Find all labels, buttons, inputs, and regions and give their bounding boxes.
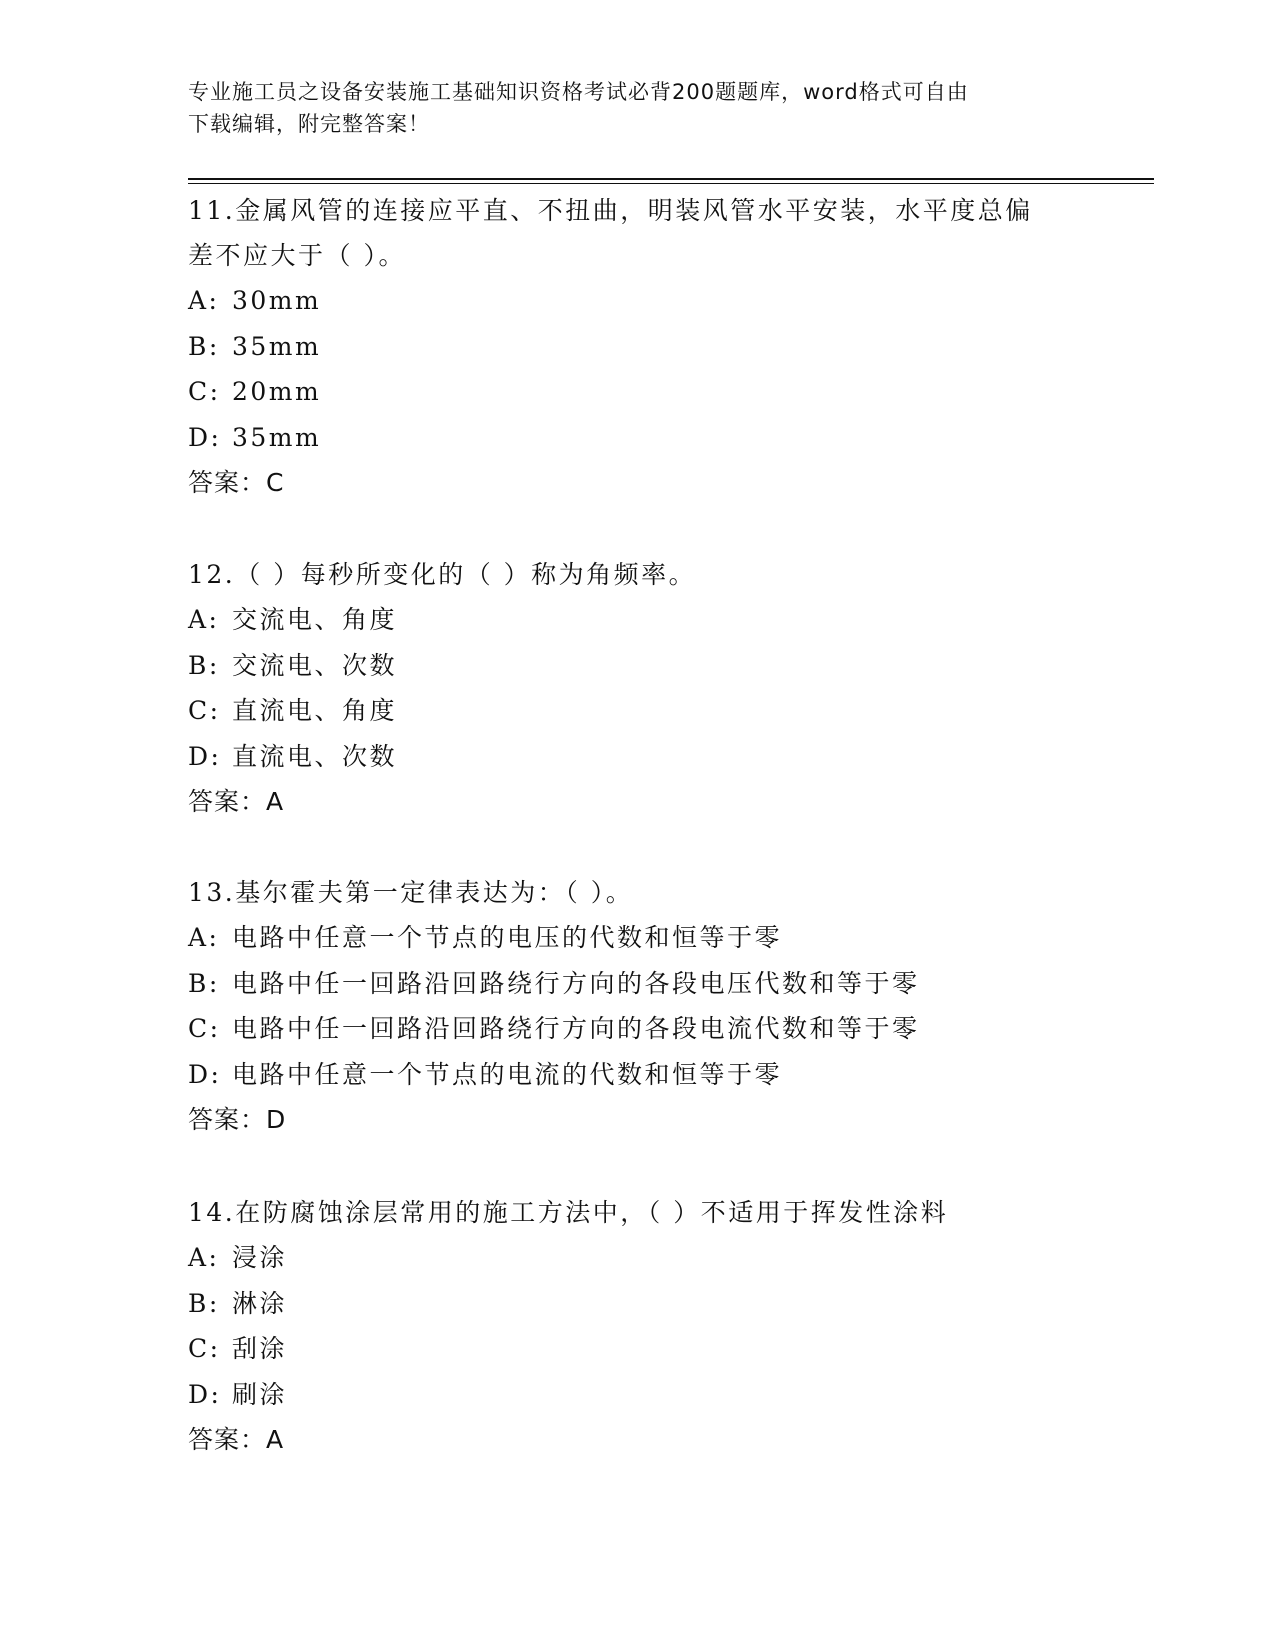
option-text: 刮涂 (232, 1334, 288, 1363)
option-c (188, 1326, 1108, 1372)
question-13 (188, 870, 1108, 1142)
option-text: 35mm (232, 422, 322, 452)
question-title-line-2: 差不应大于（ ）。 (188, 241, 406, 270)
header-line-2: 下载编辑，附完整答案！ (188, 112, 430, 136)
option-key: C: (188, 1014, 221, 1043)
option-b (188, 324, 1108, 370)
option-text: 电路中任一回路沿回路绕行方向的各段电压代数和等于零 (232, 968, 920, 998)
option-text: 电路中任意一个节点的电压的代数和恒等于零 (232, 923, 783, 952)
option-c (188, 688, 1108, 734)
option-b (188, 1281, 1108, 1327)
option-key: D: (188, 1059, 222, 1089)
option-key: D: (188, 422, 222, 452)
question-title-line-1: 12.（ ）每秒所变化的（ ）称为角频率。 (188, 560, 697, 589)
question-14 (188, 1190, 1108, 1462)
option-b (188, 961, 1108, 1007)
option-key: D: (188, 1379, 222, 1409)
option-a (188, 915, 1108, 961)
document-header (188, 76, 1088, 140)
option-a (188, 278, 1108, 324)
option-b (188, 643, 1108, 689)
question-title-line-1: 11.金属风管的连接应平直、不扭曲，明装风管水平安装，水平度总偏 (188, 196, 1033, 225)
option-key: A: (188, 286, 220, 315)
question-title-line-1: 13.基尔霍夫第一定律表达为：（ ）。 (188, 878, 634, 907)
option-text: 刷涂 (232, 1379, 288, 1409)
option-d (188, 1372, 1108, 1418)
option-text: 浸涂 (232, 1243, 288, 1272)
option-key: A: (188, 923, 220, 952)
answer: 答案：D (188, 1105, 287, 1134)
option-key: A: (188, 1243, 220, 1272)
option-text: 直流电、次数 (232, 741, 398, 771)
header-divider-thin (188, 183, 1154, 184)
option-text: 交流电、次数 (232, 650, 398, 680)
option-text: 35mm (232, 331, 322, 361)
header-line-1: 专业施工员之设备安装施工基础知识资格考试必背200题题库，word格式可自由 (188, 80, 969, 104)
option-text: 直流电、角度 (232, 696, 398, 725)
answer: 答案：A (188, 787, 285, 816)
option-text: 30mm (232, 286, 322, 315)
answer: 答案：C (188, 468, 285, 497)
option-text: 电路中任意一个节点的电流的代数和恒等于零 (232, 1059, 783, 1089)
option-key: B: (188, 968, 220, 998)
option-a (188, 597, 1108, 643)
option-d (188, 1052, 1108, 1098)
option-key: C: (188, 377, 221, 406)
option-d (188, 415, 1108, 461)
option-text: 交流电、角度 (232, 605, 398, 634)
question-11 (188, 188, 1108, 505)
question-title-line-1: 14.在防腐蚀涂层常用的施工方法中，（ ）不适用于挥发性涂料 (188, 1198, 949, 1227)
option-key: B: (188, 650, 220, 680)
option-key: A: (188, 605, 220, 634)
answer: 答案：A (188, 1425, 285, 1454)
option-key: B: (188, 331, 220, 361)
option-key: D: (188, 741, 222, 771)
option-text: 电路中任一回路沿回路绕行方向的各段电流代数和等于零 (232, 1014, 920, 1043)
option-text: 淋涂 (232, 1288, 288, 1318)
header-divider-thick (188, 178, 1154, 180)
option-text: 20mm (232, 377, 322, 406)
option-d (188, 734, 1108, 780)
option-a (188, 1235, 1108, 1281)
option-key: B: (188, 1288, 220, 1318)
option-c (188, 1006, 1108, 1052)
option-c (188, 369, 1108, 415)
question-12 (188, 552, 1108, 824)
option-key: C: (188, 696, 221, 725)
option-key: C: (188, 1334, 221, 1363)
